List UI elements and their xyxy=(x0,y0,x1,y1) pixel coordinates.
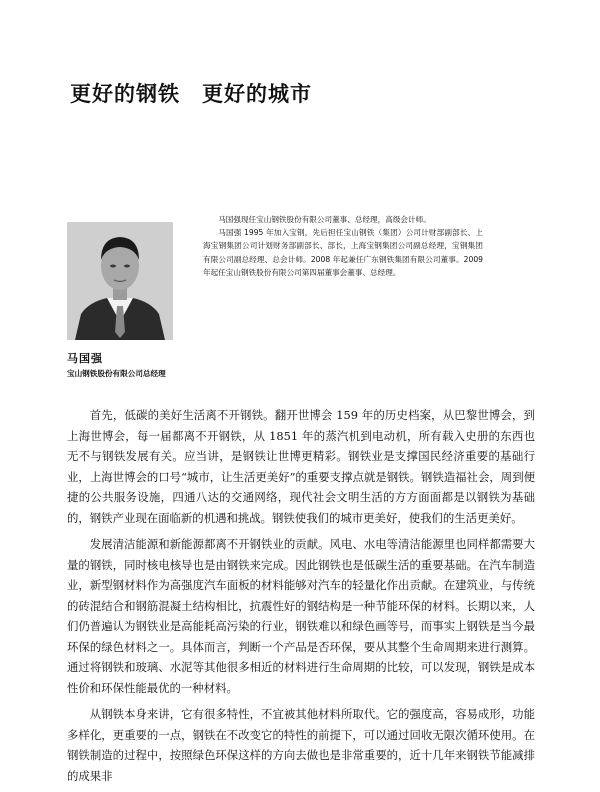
body-paragraph: 首先，低碳的美好生活离不开钢铁。翻开世博会 159 年的历史档案，从巴黎世博会，到上海世博会，每一届都离不开钢铁，从 1851 年的蒸汽机到电动机，所有载入史册的东西也无不与钢铁发展有关。应当讲，是钢铁让世博更精彩。钢铁业是支撑国民经济重要的基础行业，上海世博会的口号“城市，让生活更美好”的重要支撑点就是钢铁。钢铁造福社会，周到便捷的公共服务设施，四通八达的交通网络，现代社会文明生活的方方面面都是以钢铁为基础的，钢铁产业现在面临新的机遇和挑战。钢铁使我们的城市更美好，使我们的生活更美好。 xyxy=(67,408,535,525)
portrait-photo xyxy=(67,222,173,340)
person-title: 宝山钢铁股份有限公司总经理 xyxy=(67,369,166,378)
bio-paragraph: 马国强 1995 年加入宝钢，先后担任宝山钢铁（集团）公司计财部副部长、上海宝钢集团公司计划财务部副部长、部长，上海宝钢集团公司副总经理，宝钢集团有限公司副总经理、总会计师。2008 年起兼任广东钢铁集团有限公司董事。2009 年起任宝山钢铁股份有限公司第四届董事会董事、总经理。 xyxy=(203,228,483,277)
body-paragraph: 从钢铁本身来讲，它有很多特性，不宜被其他材料所取代。它的强度高，容易成形，功能多样化，更重要的一点，钢铁在不改变它的特性的前提下，可以通过回收无限次循环使用。在钢铁制造的过程中，按照绿色环保这样的方向去做也是非常重要的，近十几年来钢铁节能减排的成果非 xyxy=(67,707,535,783)
page-title: 更好的钢铁 更好的城市 xyxy=(70,82,312,106)
bio-text xyxy=(203,213,483,279)
portrait-icon xyxy=(67,222,173,340)
bio-paragraph: 马国强现任宝山钢铁股份有限公司董事、总经理，高级会计师。 xyxy=(218,215,431,224)
person-name: 马国强 xyxy=(67,352,103,365)
article-body xyxy=(67,405,535,792)
body-paragraph: 发展清洁能源和新能源都离不开钢铁业的贡献。风电、水电等清洁能源里也同样都需要大量的钢铁，同时核电核导也是由钢铁来完成。因此钢铁也是低碳生活的重要基础。在汽车制造业，新型钢材料作为高强度汽车面板的材料能够对汽车的轻量化作出贡献。在建筑业，与传统的砖混结合和钢筋混凝土结构相比，抗震性好的钢结构是一种节能环保的材料。长期以来，人们仍普遍认为钢铁业是高能耗高污染的行业，钢铁难以和绿色画等号，而事实上钢铁是当今最环保的绿色材料之一。具体而言，判断一个产品是否环保，要从其整个生命周期来进行测算。通过将钢铁和玻璃、水泥等其他很多相近的材料进行生命周期的比较，可以发现，钢铁是成本性价和环保性能最优的一种材料。 xyxy=(67,537,535,695)
